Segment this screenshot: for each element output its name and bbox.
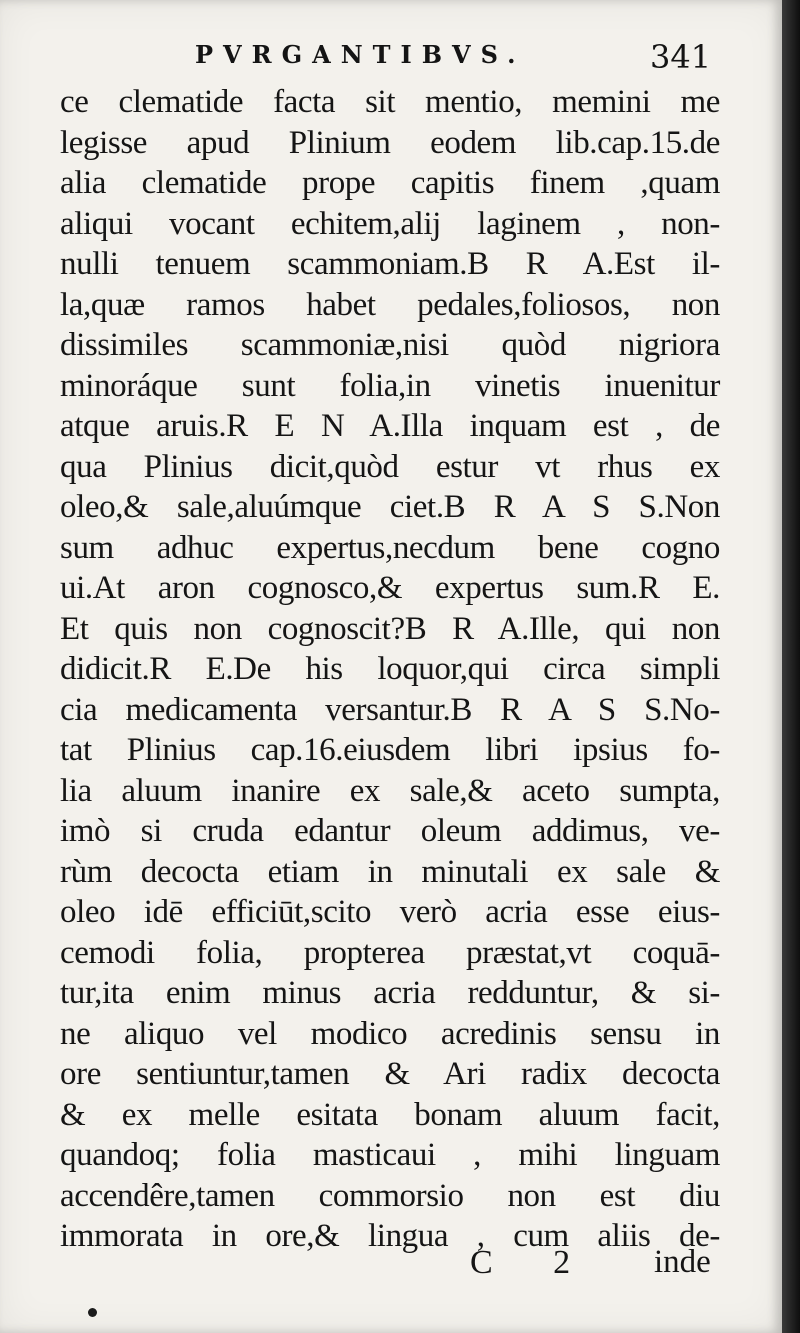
text-line: dissimiles scammoniæ,nisi quòd nigriora (60, 327, 720, 363)
text-line: didicit.R E.De his loquor,qui circa simpli (60, 651, 720, 687)
text-line: oleo idē efficiūt,scito verò acria esse eius- (60, 894, 720, 930)
text-line: accendêre,tamen commorsio non est diu (60, 1177, 720, 1214)
signature-mark: C 2 (470, 1244, 597, 1281)
body-text (60, 82, 720, 1257)
running-head: PVRGANTIBVS. (195, 40, 526, 69)
text-line: ce clematide facta sit mentio, memini me (60, 84, 720, 120)
text-line: immorata in ore,& lingua , cum aliis de- (60, 1218, 720, 1254)
text-line: tur,ita enim minus acria redduntur, & si- (60, 975, 720, 1011)
text-line: cemodi folia, propterea præstat,vt coquā- (60, 934, 720, 971)
text-line: aliqui vocant echitem,alij laginem , non- (60, 205, 720, 242)
text-line: ui.At aron cognosco,& expertus sum.R E. (60, 570, 720, 606)
text-line: oleo,& sale,aluúmque ciet.B R A S S.Non (60, 489, 720, 525)
text-line: alia clematide prope capitis finem ,quam (60, 165, 720, 201)
text-line: Et quis non cognoscit?B R A.Ille, qui non (60, 610, 720, 647)
text-line: nulli tenuem scammoniam.B R A.Est il- (60, 246, 720, 282)
scan-edge-shadow (782, 0, 800, 1333)
text-line: cia medicamenta versantur.B R A S S.No- (60, 691, 720, 728)
text-line: ne aliquo vel modico acredinis sensu in (60, 1015, 720, 1052)
text-line: la,quæ ramos habet pedales,foliosos, non (60, 286, 720, 323)
catchword: inde (654, 1244, 711, 1280)
text-line: sum adhuc expertus,necdum bene cogno (60, 529, 720, 566)
page-number: 341 (650, 38, 712, 76)
text-line: legisse apud Plinium eodem lib.cap.15.de (60, 124, 720, 161)
text-line: minoráque sunt folia,in vinetis inuenitur (60, 367, 720, 404)
ink-speck (88, 1308, 97, 1317)
text-line: ore sentiuntur,tamen & Ari radix decocta (60, 1056, 720, 1092)
text-line: rùm decocta etiam in minutali ex sale & (60, 853, 720, 890)
text-line: tat Plinius cap.16.eiusdem libri ipsius fo- (60, 732, 720, 768)
text-line: qua Plinius dicit,quòd estur vt rhus ex (60, 448, 720, 485)
text-line: lia aluum inanire ex sale,& aceto sumpta, (60, 772, 720, 809)
text-line: imò si cruda edantur oleum addimus, ve- (60, 813, 720, 849)
text-line: quandoq; folia masticaui , mihi linguam (60, 1137, 720, 1173)
text-line: & ex melle esitata bonam aluum facit, (60, 1096, 720, 1133)
text-line: atque aruis.R E N A.Illa inquam est , de (60, 408, 720, 444)
